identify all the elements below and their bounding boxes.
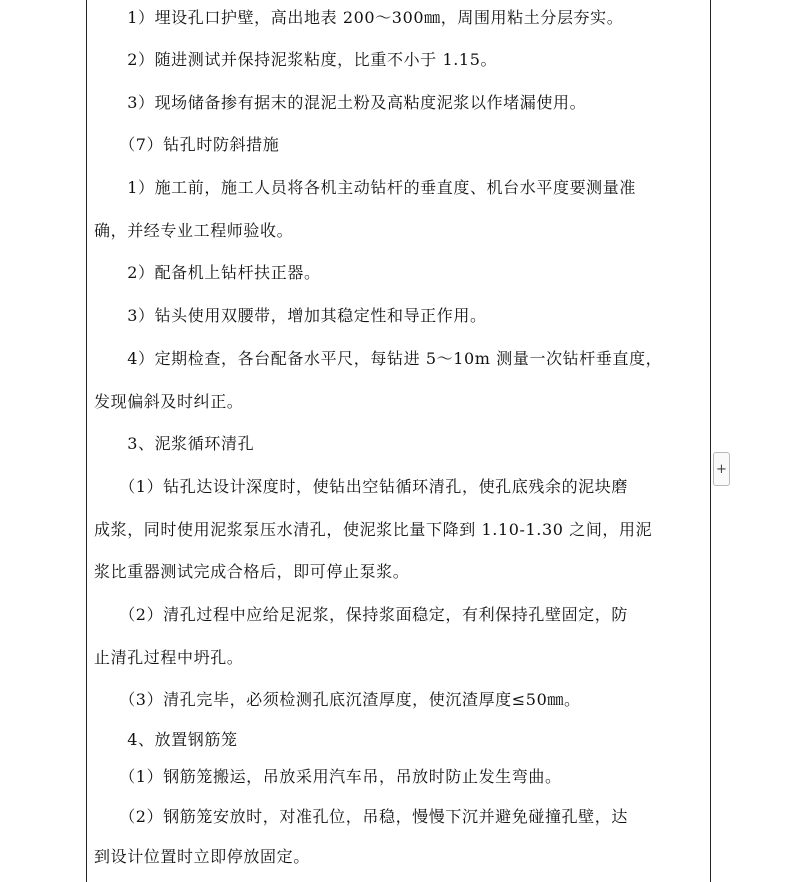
paragraph-line: 3）钻头使用双腰带，增加其稳定性和导正作用。 (94, 306, 487, 325)
paragraph-line: 3）现场储备掺有据末的混泥土粉及高粘度泥浆以作堵漏使用。 (94, 93, 587, 112)
plus-icon: + (716, 461, 727, 477)
paragraph-line: 到设计位置时立即停放固定。 (94, 847, 310, 866)
paragraph-line: 发现偏斜及时纠正。 (94, 392, 244, 411)
section-heading: （7）钻孔时防斜措施 (94, 135, 280, 154)
paragraph-line: 2）配备机上钻杆扶正器。 (94, 263, 321, 282)
paragraph-line: 止清孔过程中坍孔。 (94, 648, 244, 667)
paragraph-line: （3）清孔完毕，必须检测孔底沉渣厚度，使沉渣厚度≤50㎜。 (94, 690, 581, 709)
paragraph-line: 1）埋设孔口护壁，高出地表 200～300㎜，周围用粘土分层夯实。 (94, 8, 624, 27)
section-heading: 4、放置钢筋笼 (94, 730, 238, 749)
paragraph-line: （2）清孔过程中应给足泥浆，保持浆面稳定，有利保持孔壁固定，防 (94, 605, 628, 624)
paragraph-line: 成浆，同时使用泥浆泵压水清孔，使泥浆比量下降到 1.10-1.30 之间，用泥 (94, 520, 653, 539)
paragraph-line: （1）钻孔达设计深度时，使钻出空钻循环清孔，使孔底残余的泥块磨 (94, 477, 628, 496)
paragraph-line: 浆比重器测试完成合格后，即可停止泵浆。 (94, 562, 410, 581)
add-row-button[interactable] (713, 452, 730, 486)
paragraph-line: 4）定期检查，各台配备水平尺，每钻进 5～10m 测量一次钻杆垂直度， (94, 349, 663, 368)
paragraph-line: 1）施工前，施工人员将各机主动钻杆的垂直度、机台水平度要测量准 (94, 178, 636, 197)
paragraph-line: （1）钢筋笼搬运，吊放采用汽车吊，吊放时防止发生弯曲。 (94, 767, 562, 786)
paragraph-line: 确，并经专业工程师验收。 (94, 221, 294, 240)
paragraph-line: （2）钢筋笼安放时，对准孔位，吊稳，慢慢下沉并避免碰撞孔壁，达 (94, 807, 628, 826)
section-heading: 3、泥浆循环清孔 (94, 434, 255, 453)
paragraph-line: 2）随进测试并保持泥浆粘度，比重不小于 1.15。 (94, 50, 498, 69)
